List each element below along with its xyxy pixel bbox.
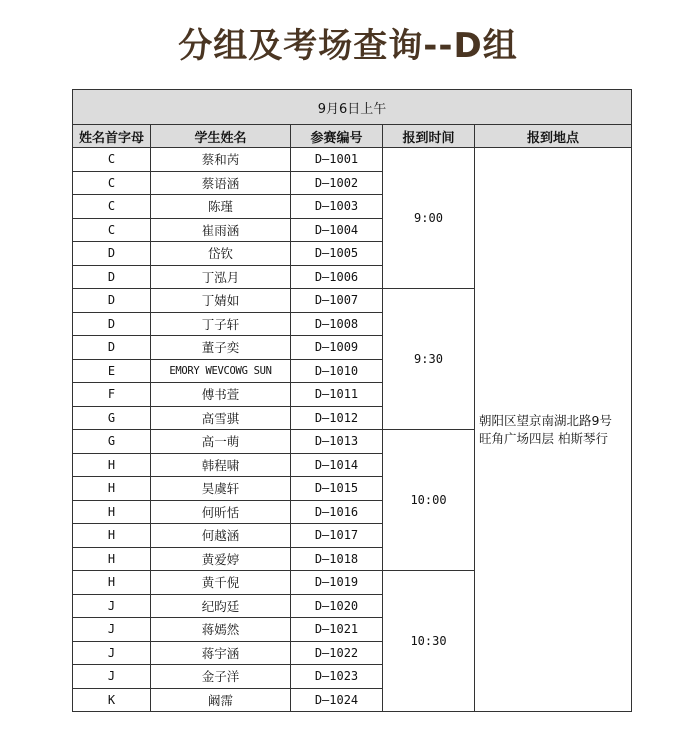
initial-cell: G <box>73 430 151 454</box>
entry-number-cell: D—1019 <box>291 571 383 595</box>
student-name-cell: 黄千倪 <box>151 571 291 595</box>
student-name-cell: 陈瑾 <box>151 195 291 219</box>
location-line-1: 朝阳区望京南湖北路9号 <box>479 412 612 428</box>
location-line-2: 旺角广场四层 柏斯琴行 <box>479 430 608 446</box>
entry-number-cell: D—1011 <box>291 383 383 407</box>
entry-number-cell: D—1013 <box>291 430 383 454</box>
student-name-cell: 蔡和芮 <box>151 148 291 172</box>
student-name-cell: 韩程啸 <box>151 453 291 477</box>
header-check-in-time: 报到时间 <box>383 125 475 148</box>
check-in-time-cell: 9:30 <box>383 289 475 430</box>
entry-number-cell: D—1021 <box>291 618 383 642</box>
student-name-cell: 蒋宇涵 <box>151 641 291 665</box>
entry-number-cell: D—1023 <box>291 665 383 689</box>
entry-number-cell: D—1016 <box>291 500 383 524</box>
initial-cell: H <box>73 500 151 524</box>
header-student-name: 学生姓名 <box>151 125 291 148</box>
initial-cell: D <box>73 265 151 289</box>
header-check-in-location: 报到地点 <box>475 125 632 148</box>
initial-cell: D <box>73 336 151 360</box>
student-name-cell: 阚霈 <box>151 688 291 712</box>
entry-number-cell: D—1008 <box>291 312 383 336</box>
entry-number-cell: D—1022 <box>291 641 383 665</box>
page-title: 分组及考场查询--D组 <box>178 26 518 66</box>
initial-cell: K <box>73 688 151 712</box>
student-name-cell: 何越涵 <box>151 524 291 548</box>
initial-cell: C <box>73 148 151 172</box>
student-name-cell: 何昕恬 <box>151 500 291 524</box>
entry-number-cell: D—1010 <box>291 359 383 383</box>
initial-cell: H <box>73 547 151 571</box>
student-name-cell: 蒋嫣然 <box>151 618 291 642</box>
check-in-time-cell: 9:00 <box>383 148 475 289</box>
header-initial: 姓名首字母 <box>73 125 151 148</box>
initial-cell: H <box>73 477 151 501</box>
initial-cell: J <box>73 618 151 642</box>
initial-cell: D <box>73 289 151 313</box>
entry-number-cell: D—1012 <box>291 406 383 430</box>
entry-number-cell: D—1024 <box>291 688 383 712</box>
header-entry-number: 参赛编号 <box>291 125 383 148</box>
check-in-time-cell: 10:30 <box>383 571 475 712</box>
student-name-cell: 纪昀廷 <box>151 594 291 618</box>
student-name-cell: 丁婧如 <box>151 289 291 313</box>
entry-number-cell: D—1004 <box>291 218 383 242</box>
entry-number-cell: D—1007 <box>291 289 383 313</box>
initial-cell: H <box>73 453 151 477</box>
student-name-cell: 崔雨涵 <box>151 218 291 242</box>
student-name-cell: 蔡语涵 <box>151 171 291 195</box>
student-name-cell: 高一萌 <box>151 430 291 454</box>
check-in-location-cell <box>475 148 632 712</box>
table-header-row <box>73 125 632 148</box>
initial-cell: H <box>73 571 151 595</box>
student-name-cell: 傅书萱 <box>151 383 291 407</box>
initial-cell: J <box>73 594 151 618</box>
student-name-cell: 丁子轩 <box>151 312 291 336</box>
initial-cell: D <box>73 312 151 336</box>
student-name-cell: 金子洋 <box>151 665 291 689</box>
entry-number-cell: D—1014 <box>291 453 383 477</box>
initial-cell: E <box>73 359 151 383</box>
entry-number-cell: D—1005 <box>291 242 383 266</box>
table-caption-row <box>73 90 632 125</box>
initial-cell: G <box>73 406 151 430</box>
entry-number-cell: D—1015 <box>291 477 383 501</box>
initial-cell: C <box>73 218 151 242</box>
check-in-time-cell: 10:00 <box>383 430 475 571</box>
student-name-cell: 黄爱婷 <box>151 547 291 571</box>
entry-number-cell: D—1020 <box>291 594 383 618</box>
initial-cell: J <box>73 665 151 689</box>
student-name-cell: EMORY WEVCOWG SUN <box>151 359 291 383</box>
initial-cell: D <box>73 242 151 266</box>
student-name-cell: 岱钦 <box>151 242 291 266</box>
student-name-cell: 高雪骐 <box>151 406 291 430</box>
initial-cell: J <box>73 641 151 665</box>
entry-number-cell: D—1003 <box>291 195 383 219</box>
initial-cell: F <box>73 383 151 407</box>
initial-cell: C <box>73 195 151 219</box>
entry-number-cell: D—1018 <box>291 547 383 571</box>
entry-number-cell: D—1006 <box>291 265 383 289</box>
student-name-cell: 昊虞轩 <box>151 477 291 501</box>
student-name-cell: 董子奕 <box>151 336 291 360</box>
entry-number-cell: D—1017 <box>291 524 383 548</box>
entry-number-cell: D—1001 <box>291 148 383 172</box>
session-caption: 9月6日上午 <box>73 90 632 125</box>
entry-number-cell: D—1009 <box>291 336 383 360</box>
table-row <box>73 148 632 172</box>
group-table <box>72 89 632 712</box>
initial-cell: H <box>73 524 151 548</box>
initial-cell: C <box>73 171 151 195</box>
student-name-cell: 丁泓月 <box>151 265 291 289</box>
entry-number-cell: D—1002 <box>291 171 383 195</box>
